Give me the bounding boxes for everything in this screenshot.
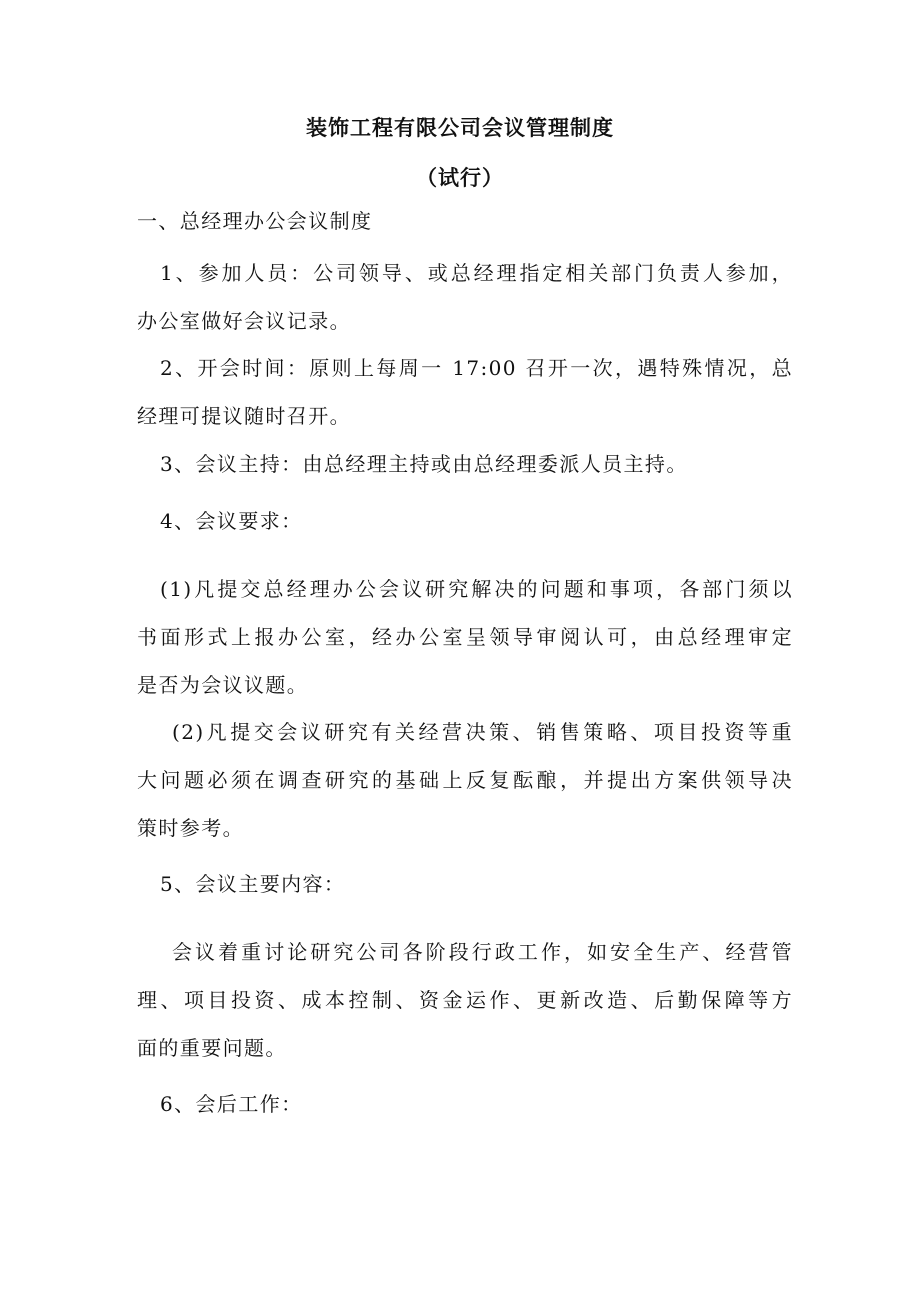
document-subtitle: （试行）	[416, 166, 504, 190]
item4-sub1-line2: 书面形式上报办公室，经办公室呈领导审阅认可，由总经理审定	[137, 625, 793, 649]
item4-sub2-line2: 大问题必须在调查研究的基础上反复酝酿，并提出方案供领导决	[137, 768, 793, 792]
item1-line2: 办公室做好会议记录。	[137, 309, 351, 333]
item5-para-line2: 理、项目投资、成本控制、资金运作、更新改造、后勤保障等方	[137, 988, 793, 1012]
item4-sub1-line3: 是否为会议议题。	[137, 673, 309, 697]
item4-sub2-line3: 策时参考。	[137, 816, 244, 840]
item4-heading: 4、会议要求：	[160, 509, 303, 533]
item2-line2: 经理可提议随时召开。	[137, 404, 351, 428]
item5-para-line1: 会议着重讨论研究公司各阶段行政工作，如安全生产、经营管	[172, 940, 793, 964]
item4-sub1-line1: (1)凡提交总经理办公会议研究解决的问题和事项，各部门须以	[160, 577, 793, 601]
item6-heading: 6、会后工作：	[160, 1092, 303, 1116]
item3-line1: 3、会议主持：由总经理主持或由总经理委派人员主持。	[160, 452, 688, 476]
item2-line1: 2、开会时间：原则上每周一 17:00 召开一次，遇特殊情况，总	[160, 356, 793, 380]
item5-heading: 5、会议主要内容：	[160, 872, 346, 896]
item4-sub2-line1: (2)凡提交会议研究有关经营决策、销售策略、项目投资等重	[172, 720, 793, 744]
item1-line1: 1、参加人员：公司领导、或总经理指定相关部门负责人参加，	[160, 261, 793, 285]
document-title: 装饰工程有限公司会议管理制度	[306, 116, 614, 140]
section-heading: 一、总经理办公会议制度	[137, 209, 373, 233]
item5-para-line3: 面的重要问题。	[137, 1036, 287, 1060]
